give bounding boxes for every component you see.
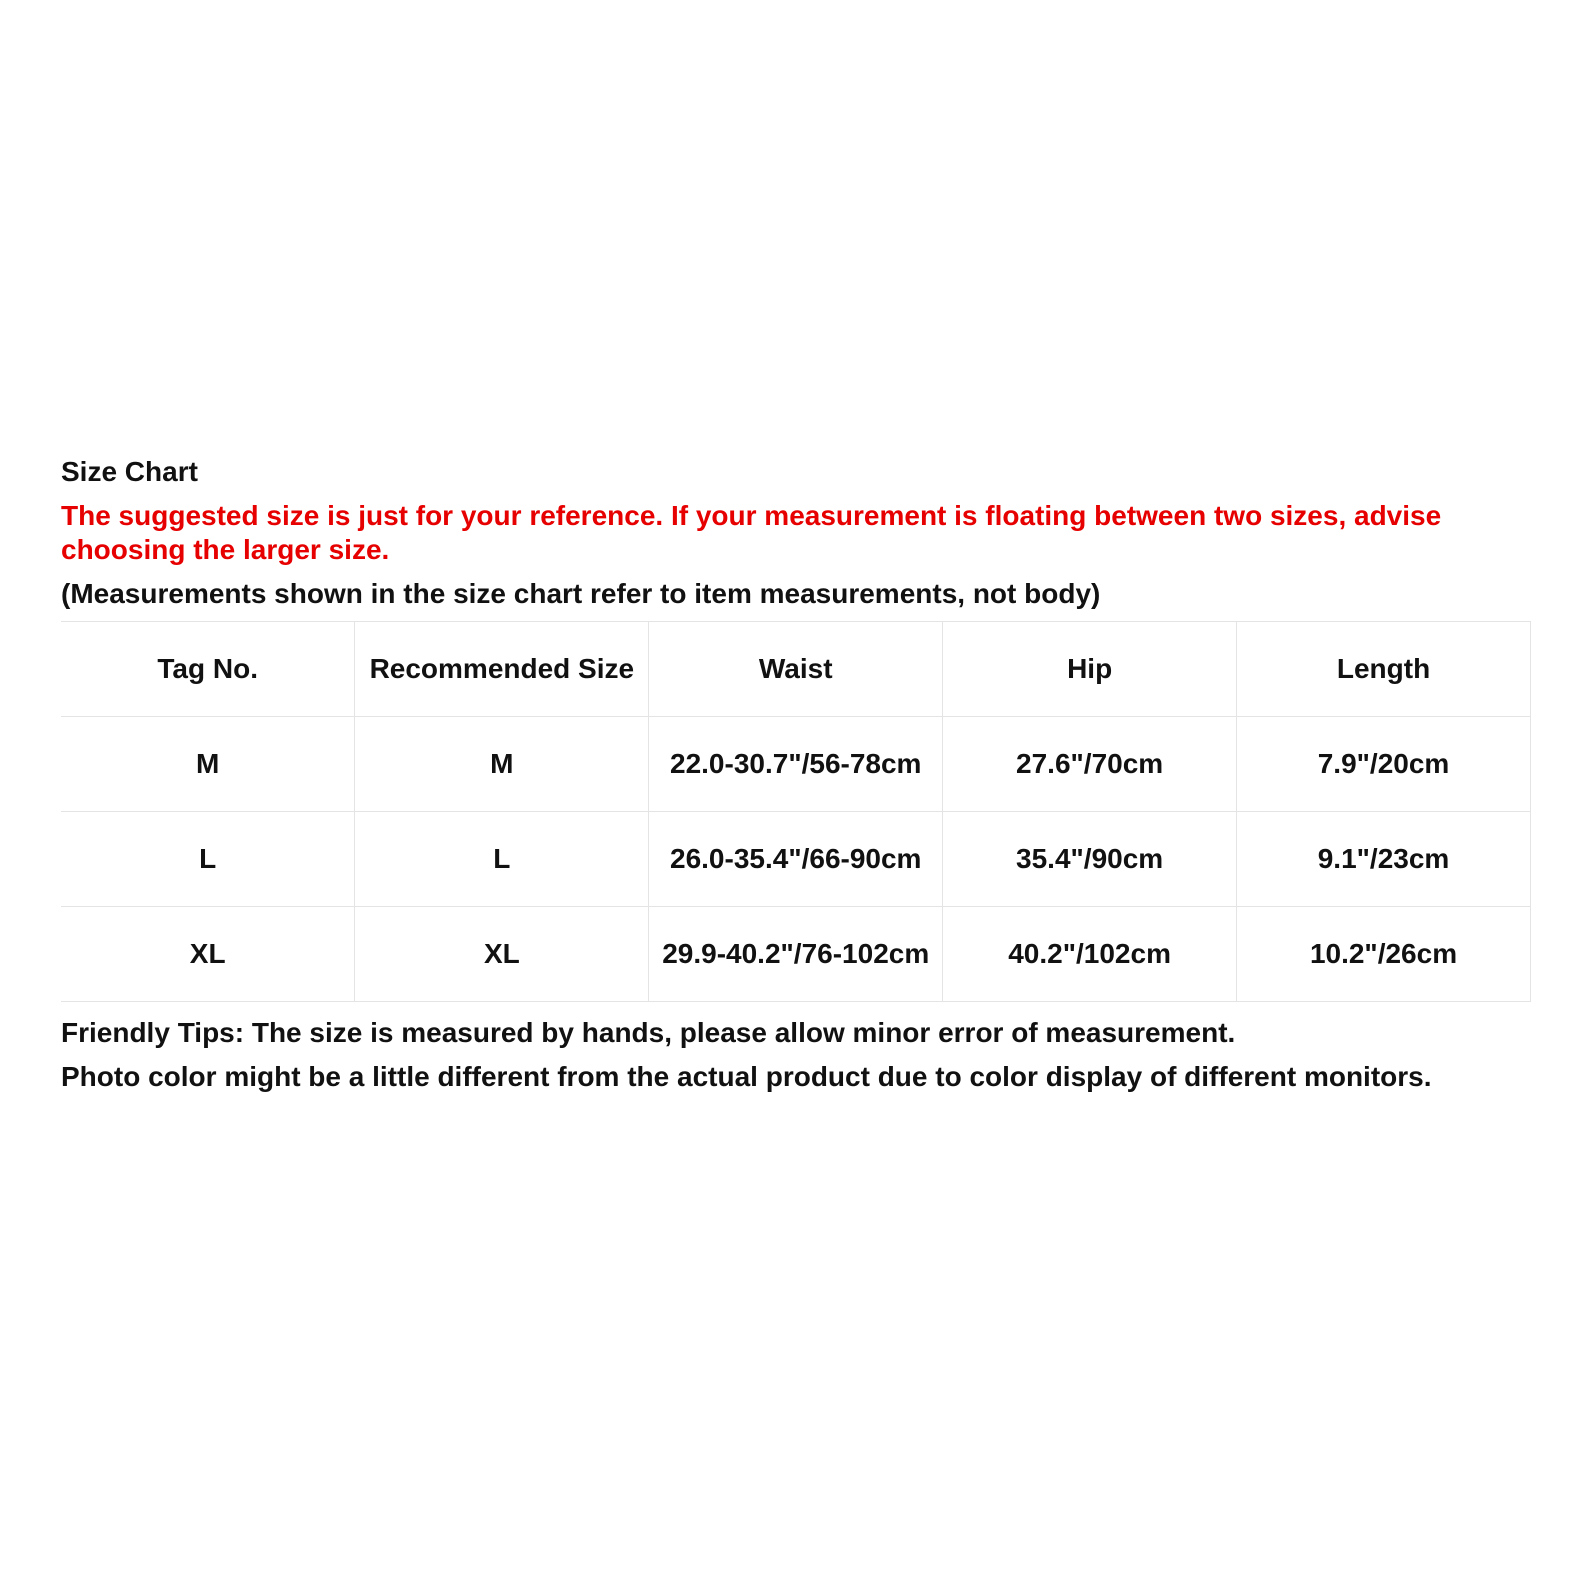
cell-tag-no: XL [61,907,355,1002]
cell-recommended-size: M [355,717,649,812]
table-row [61,812,1531,907]
cell-waist: 26.0-35.4"/66-90cm [649,812,943,907]
size-advice-notice: The suggested size is just for your reference. If your measurement is floating between two sizes, advise choosing the larger size. [61,500,1442,565]
tips-line-measurement: Friendly Tips: The size is measured by hands, please allow minor error of measurement. [61,1017,1236,1048]
table-row [61,717,1531,812]
column-header-recommended-size: Recommended Size [355,622,649,717]
column-header-hip: Hip [943,622,1237,717]
page-title: Size Chart [61,456,198,487]
friendly-tips [61,1016,1530,1094]
cell-length: 7.9"/20cm [1237,717,1531,812]
column-header-length: Length [1237,622,1531,717]
cell-recommended-size: L [355,812,649,907]
cell-hip: 27.6"/70cm [943,717,1237,812]
tips-line-color: Photo color might be a little different from the actual product due to color display of different monitors. [61,1061,1432,1092]
table-header-row [61,622,1531,717]
size-chart-sheet [61,455,1530,1104]
cell-waist: 22.0-30.7"/56-78cm [649,717,943,812]
cell-waist: 29.9-40.2"/76-102cm [649,907,943,1002]
column-header-waist: Waist [649,622,943,717]
size-table [61,621,1531,1002]
cell-hip: 40.2"/102cm [943,907,1237,1002]
column-header-tag-no: Tag No. [61,622,355,717]
cell-length: 9.1"/23cm [1237,812,1531,907]
table-row [61,907,1531,1002]
cell-tag-no: L [61,812,355,907]
cell-recommended-size: XL [355,907,649,1002]
measurement-note: (Measurements shown in the size chart refer to item measurements, not body) [61,578,1101,609]
cell-length: 10.2"/26cm [1237,907,1531,1002]
cell-hip: 35.4"/90cm [943,812,1237,907]
cell-tag-no: M [61,717,355,812]
